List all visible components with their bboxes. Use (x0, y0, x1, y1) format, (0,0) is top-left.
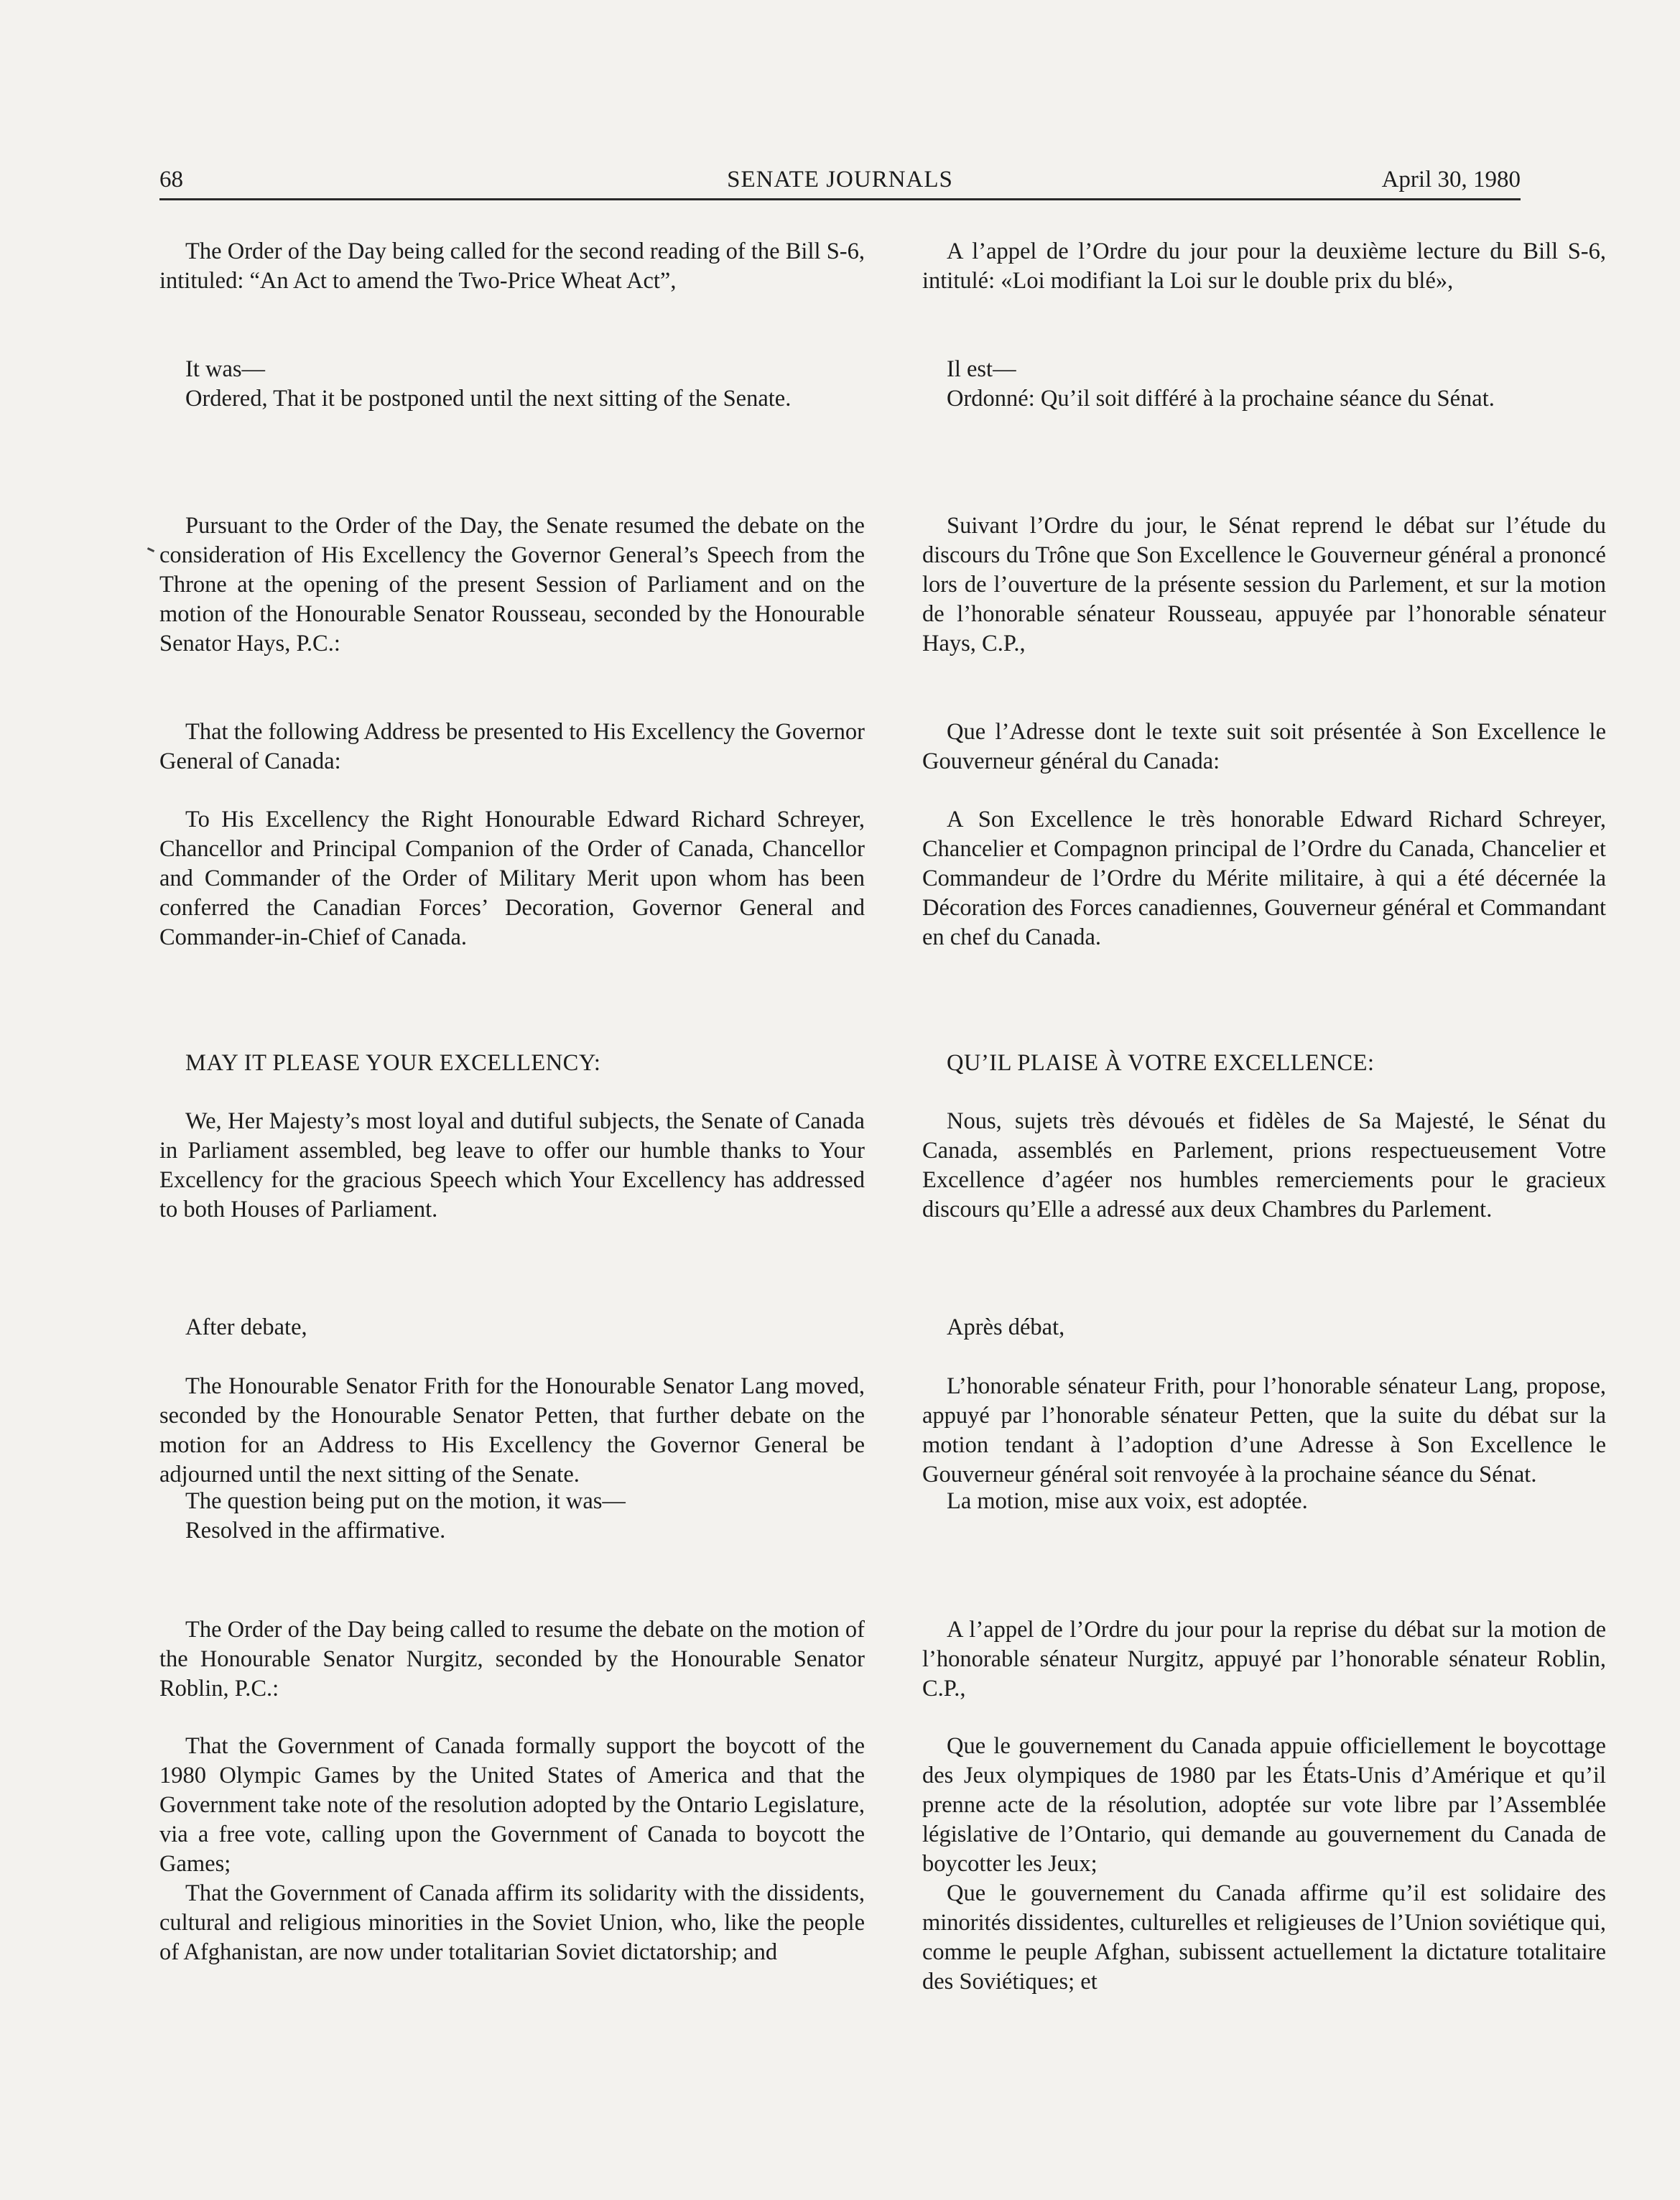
en-bill-s6-reading: The Order of the Day being called for the second reading of the Bill S-6, intituled: “An Act to amend the Two-Price Wheat Act”, (159, 238, 865, 294)
journal-date: April 30, 1980 (1381, 167, 1521, 192)
fr-throne-speech-debate: Suivant l’Ordre du jour, le Sénat reprend le débat sur l’étude du discours du Trône que Son Excellence le Gouverneur général a prononcé lors de l’ouverture de la présente session du Parlement, et sur la motion de l’honorable sénateur Rousseau, appuyée par l’honorable sénateur Hays, C.P., (922, 513, 1606, 656)
fr-question-resolved: La motion, mise aux voix, est adoptée. (947, 1488, 1308, 1514)
margin-mark (147, 547, 154, 552)
fr-postponed-order: Il est— Ordonné: Qu’il soit différé à la prochaine séance du Sénat. (947, 356, 1495, 412)
en-address-intro: That the following Address be presented to His Excellency the Governor General of Canada: (159, 719, 865, 774)
fr-olympic-boycott: Que le gouvernement du Canada appuie officiellement le boycottage des Jeux olympiques de 1980 par les États-Unis d’Amérique et qu’il prenne acte de la résolution, adoptée sur vote libre par l’Assemblée législative de l’Ontario, qui demande au gouvernement du Canada de boycotter les Jeux; (922, 1733, 1606, 1877)
en-address-body: We, Her Majesty’s most loyal and dutiful subjects, the Senate of Canada in Parliament assembled, beg leave to offer our humble thanks to Your Excellency for the gracious Speech which Your Excellency has addressed to both Houses of Parliament. (159, 1108, 865, 1222)
page-number: 68 (159, 167, 183, 192)
en-nurgitz-motion: The Order of the Day being called to resume the debate on the motion of the Honourable Senator Nurgitz, seconded by the Honourable Senator Roblin, P.C.: (159, 1617, 865, 1702)
fr-address-recipient: A Son Excellence le très honorable Edward Richard Schreyer, Chancelier et Compagnon principal de l’Ordre du Canada, Chancelier et Commandeur de l’Ordre du Mérite militaire, à qui a été décernée la Décoration des Forces canadiennes, Gouverneur général et Commandant en chef du Canada. (922, 807, 1606, 950)
en-after-debate: After debate, (185, 1314, 307, 1340)
fr-salutation: QU’IL PLAISE À VOTRE EXCELLENCE: (947, 1050, 1375, 1076)
en-debate-adjourned (159, 1284, 865, 1519)
en-postponed-order: It was— Ordered, That it be postponed until the next sitting of the Senate. (185, 356, 792, 412)
fr-adjournment-motion: L’honorable sénateur Frith, pour l’honorable sénateur Lang, propose, appuyé par l’honorable sénateur Petten, que la suite du débat sur la motion tendant à l’adoption d’une Adresse à Son Excellence le Gouverneur général soit renvoyée à la prochaine séance du Sénat. (922, 1373, 1606, 1487)
journal-title: SENATE JOURNALS (727, 167, 953, 192)
en-address-recipient: To His Excellency the Right Honourable Edward Richard Schreyer, Chancellor and Principal Companion of the Order of Canada, Chancellor and Commander of the Order of Military Merit upon whom has been conferred the Canadian Forces’ Decoration, Governor General and Commander-in-Chief of Canada. (159, 807, 865, 950)
fr-address-intro: Que l’Adresse dont le texte suit soit présentée à Son Excellence le Gouverneur général du Canada: (922, 719, 1606, 774)
fr-bill-s6-reading: A l’appel de l’Ordre du jour pour la deuxième lecture du Bill S-6, intitulé: «Loi modifiant la Loi sur le double prix du blé», (922, 238, 1606, 294)
en-question-resolved: The question being put on the motion, it was— Resolved in the affirmative. (185, 1488, 626, 1544)
fr-address-body: Nous, sujets très dévoués et fidèles de Sa Majesté, le Sénat du Canada, assemblés en Parlement, prions respectueusement Votre Excellence d’agéer nos humbles remerciements pour le gracieux discours qu’Elle a adressé aux deux Chambres du Parlement. (922, 1108, 1606, 1222)
en-solidarity-dissidents: That the Government of Canada affirm its solidarity with the dissidents, cultural and religious minorities in the Soviet Union, who, like the people of Afghanistan, are now under totalitarian Soviet dictatorship; and (159, 1880, 865, 1965)
en-adjournment-motion: The Honourable Senator Frith for the Honourable Senator Lang moved, seconded by the Honourable Senator Petten, that further debate on the motion for an Address to His Excellency the Governor General be adjourned until the next sitting of the Senate. (159, 1373, 865, 1487)
fr-nurgitz-motion: A l’appel de l’Ordre du jour pour la reprise du débat sur la motion de l’honorable sénateur Nurgitz, appuyé par l’honorable sénateur Roblin, C.P., (922, 1617, 1606, 1702)
en-olympic-boycott: That the Government of Canada formally support the boycott of the 1980 Olympic Games by the United States of America and that the Government take note of the resolution adopted by the Ontario Legislature, via a free vote, calling upon the Government of Canada to boycott the Games; (159, 1733, 865, 1877)
fr-after-debate: Après débat, (947, 1314, 1065, 1340)
page-header (159, 161, 1521, 200)
en-throne-speech-debate: Pursuant to the Order of the Day, the Senate resumed the debate on the consideration of His Excellency the Governor General’s Speech from the Throne at the opening of the present Session of Parliament and on the motion of the Honourable Senator Rousseau, seconded by the Honourable Senator Hays, P.C.: (159, 513, 865, 656)
en-salutation: MAY IT PLEASE YOUR EXCELLENCY: (185, 1050, 601, 1076)
fr-debate-adjourned (922, 1284, 1606, 1519)
fr-solidarity-dissidents: Que le gouvernement du Canada affirme qu’il est solidaire des minorités dissidentes, culturelles et religieuses de l’Union soviétique qui, comme le peuple Afghan, subissent actuellement la dictature totalitaire des Soviétiques; et (922, 1880, 1606, 1995)
